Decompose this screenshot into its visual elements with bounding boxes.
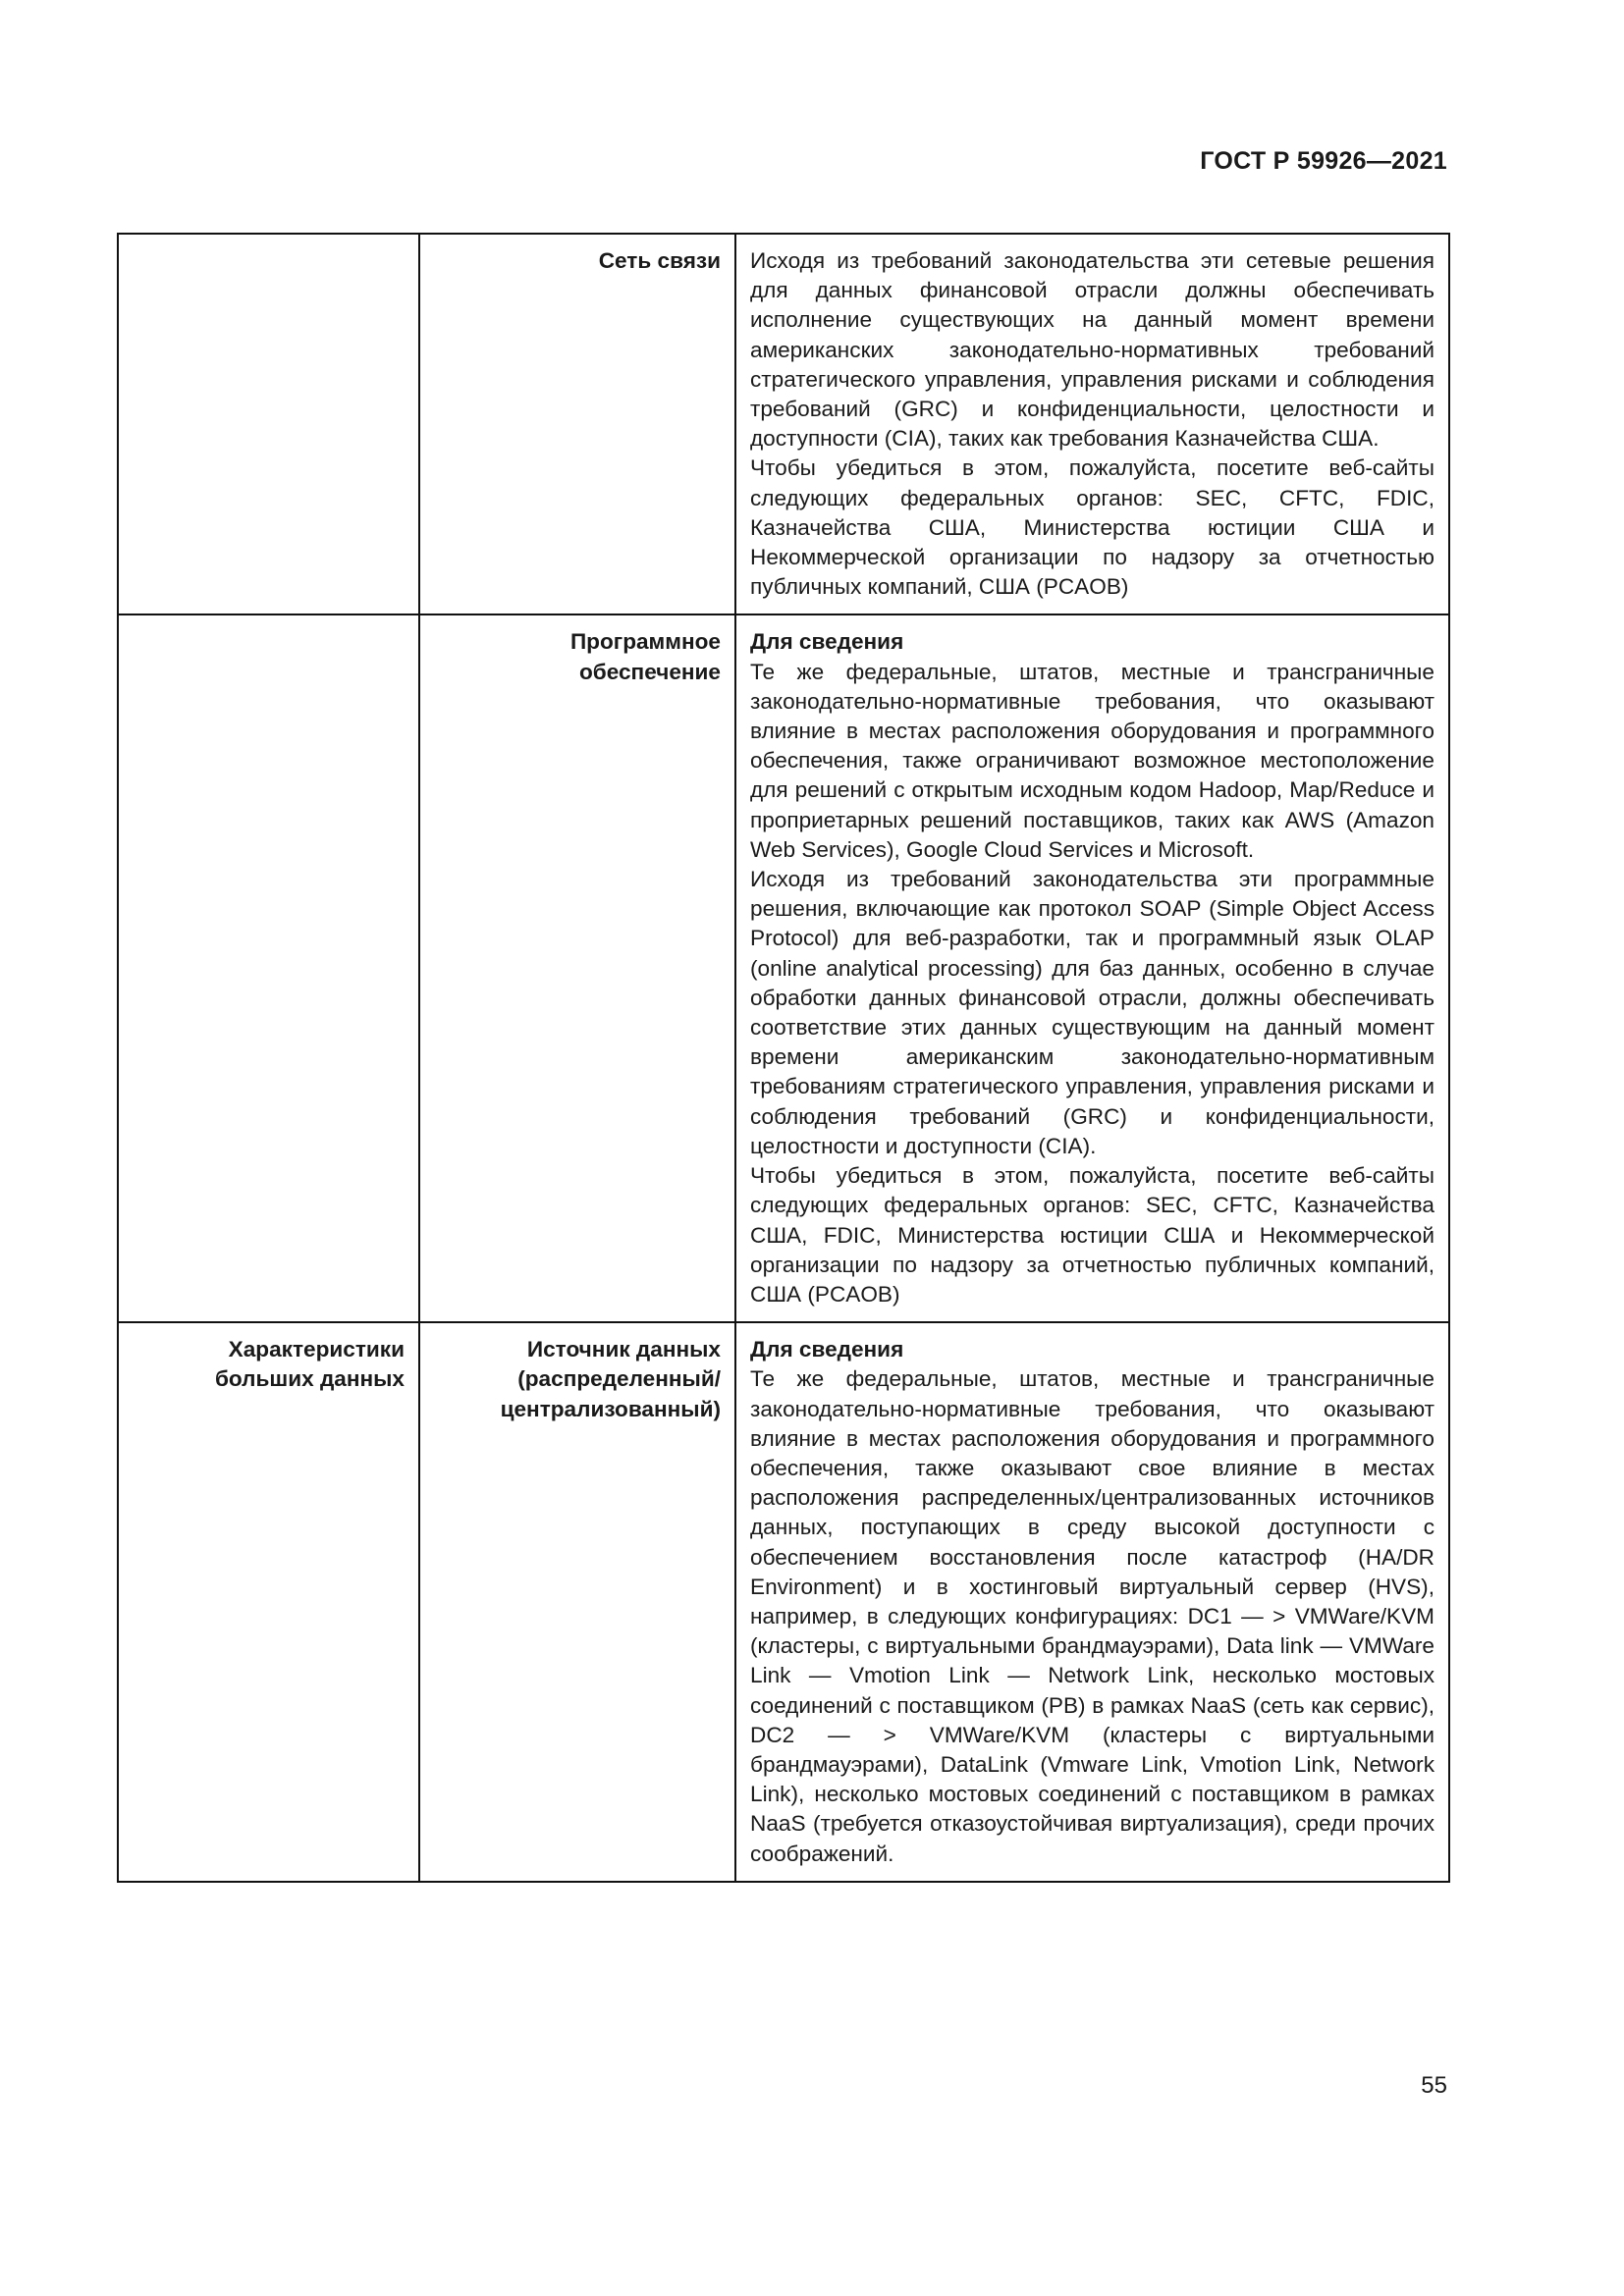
description-cell: [735, 234, 1449, 614]
description-paragraph: Те же федеральные, штатов, местные и трансграничные законодательно-нормативные требования, что оказывают влияние в местах расположения оборудования и программного обеспечения, также оказывают свое влияние в местах расположения распределенных/централизованных источников данных, поступающих в среду высокой доступности с обеспечением восстановления после катастроф (HA/DR Environment) и в хостинговый виртуальный сервер (HVS), например, в следующих конфигурациях: DC1 — > VMWare/KVM (кластеры, с виртуальными брандмауэрами), Data link — VMWare Link — Vmotion Link — Network Link, несколько мостовых соединений с поставщиком (PB) в рамках NaaS (сеть как сервис), DC2 — > VMWare/KVM (кластеры с виртуальными брандмауэрами), DataLink (Vmware Link, Vmotion Link, Network Link), несколько мостовых соединений с поставщиком в рамках NaaS (требуется отказоустойчивая виртуализация), среди прочих соображений.: [750, 1366, 1435, 1866]
category-cell: [118, 234, 419, 614]
subcategory-cell: Программное обеспечение: [419, 614, 735, 1322]
description-cell: [735, 614, 1449, 1322]
info-note-label: Для сведения: [750, 629, 904, 655]
table-row: [118, 614, 1449, 1322]
table-row: [118, 234, 1449, 614]
page-number: 55: [1421, 2072, 1447, 2099]
category-cell: Характеристики больших данных: [118, 1322, 419, 1882]
description-paragraph: Чтобы убедиться в этом, пожалуйста, посетите веб-сайты следующих федеральных органов: SEC, CFTC, FDIC, Казначейства США, Министерства юстиции США и Некоммерческой организации по надзору за отчетностью публичных компаний, США (PCAOB): [750, 455, 1435, 600]
description-cell: [735, 1322, 1449, 1882]
table-row: [118, 1322, 1449, 1882]
subcategory-cell: Сеть связи: [419, 234, 735, 614]
description-paragraph: Исходя из требований законодательства эти программные решения, включающие как протокол SOAP (Simple Object Access Protocol) для веб-разработки, так и программный язык OLAP (online analytical processing) для баз данных, особенно в случае обработки данных финансовой отрасли, должны обеспечивать соответствие этих данных существующим на данный момент времени американским законодательно-нормативным требованиям стратегического управления, управления рисками и соблюдения требований (GRC) и конфиденциальности, целостности и доступности (CIA).: [750, 867, 1435, 1158]
info-note-label: Для сведения: [750, 1337, 904, 1362]
description-paragraph: Чтобы убедиться в этом, пожалуйста, посетите веб-сайты следующих федеральных органов: SEC, CFTC, Казначейства США, FDIC, Министерства юстиции США и Некоммерческой организации по надзору за отчетностью публичных компаний, США (PCAOB): [750, 1163, 1435, 1307]
document-code: ГОСТ Р 59926—2021: [1200, 147, 1447, 175]
requirements-table: [117, 233, 1450, 1883]
description-paragraph: Исходя из требований законодательства эти сетевые решения для данных финансовой отрасли должны обеспечивать исполнение существующих на данный момент времени американских законодательно-нормативных требований стратегического управления, управления рисками и соблюдения требований (GRC) и конфиденциальности, целостности и доступности (CIA), таких как требования Казначейства США.: [750, 248, 1435, 452]
category-cell: [118, 614, 419, 1322]
description-paragraph: Те же федеральные, штатов, местные и трансграничные законодательно-нормативные требования, что оказывают влияние в местах расположения оборудования и программного обеспечения, также ограничивают возможное местоположение для решений с открытым исходным кодом Hadoop, Map/Reduce и проприетарных решений поставщиков, таких как AWS (Amazon Web Services), Google Cloud Services и Microsoft.: [750, 659, 1435, 862]
subcategory-cell: Источник данных (распределенный/ централизованный): [419, 1322, 735, 1882]
